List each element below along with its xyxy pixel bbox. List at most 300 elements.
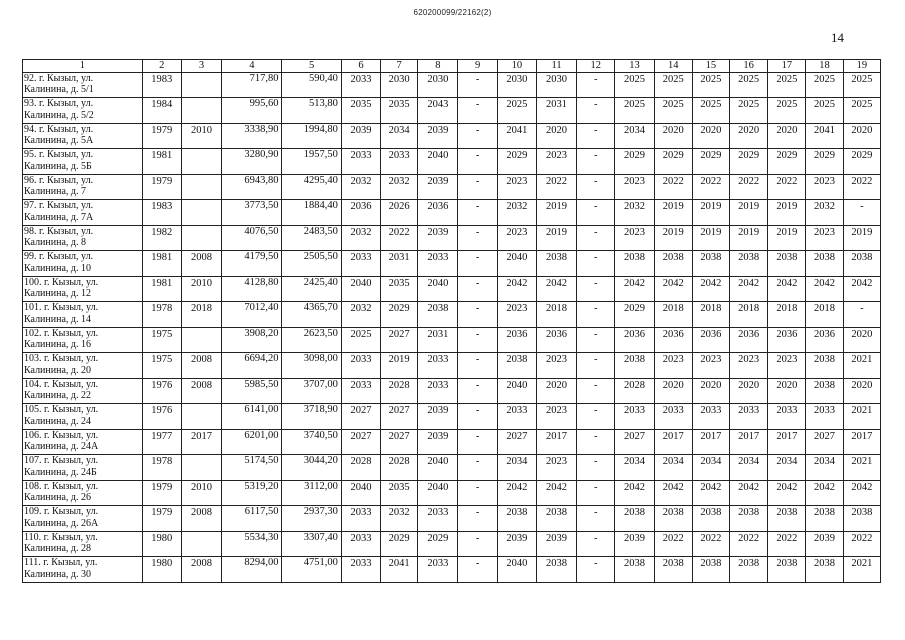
table-cell: 2022	[730, 174, 768, 200]
table-cell: 2020	[843, 123, 880, 149]
table-cell: 2038	[768, 557, 806, 583]
table-cell: 2036	[497, 327, 536, 353]
total-area-cell: 5319,20	[222, 480, 282, 506]
table-cell: 2032	[341, 302, 380, 328]
table-cell: 2019	[730, 225, 768, 251]
table-cell: 2040	[341, 480, 380, 506]
table-cell: 2029	[806, 149, 843, 175]
table-cell: -	[577, 480, 615, 506]
table-cell: -	[458, 455, 497, 481]
table-cell: 2018	[654, 302, 692, 328]
table-cell: 2029	[768, 149, 806, 175]
table-cell: 2023	[806, 225, 843, 251]
table-cell: 2042	[768, 480, 806, 506]
table-cell: -	[458, 404, 497, 430]
table-cell: 2029	[497, 149, 536, 175]
table-cell: 2032	[341, 174, 380, 200]
table-cell: 2033	[341, 506, 380, 532]
build-year-cell: 1978	[142, 455, 181, 481]
table-row	[23, 302, 881, 328]
column-header-16: 16	[730, 60, 768, 73]
table-cell: 2027	[381, 327, 418, 353]
table-cell: 2032	[615, 200, 654, 226]
address-cell: 93. г. Кызыл, ул. Калинина, д. 5/2	[23, 98, 143, 124]
table-cell: 2038	[615, 353, 654, 379]
table-cell: -	[458, 353, 497, 379]
build-year-cell: 1976	[142, 404, 181, 430]
table-cell: 2018	[768, 302, 806, 328]
column-header-8: 8	[418, 60, 458, 73]
table-cell: -	[458, 174, 497, 200]
table-cell: -	[458, 98, 497, 124]
table-cell: 2036	[730, 327, 768, 353]
table-cell: -	[458, 506, 497, 532]
living-area-cell: 4365,70	[282, 302, 341, 328]
address-cell: 97. г. Кызыл, ул. Калинина, д. 7А	[23, 200, 143, 226]
table-cell: 2036	[654, 327, 692, 353]
table-cell: 2038	[806, 353, 843, 379]
table-cell: 2036	[536, 327, 576, 353]
table-cell: 2038	[615, 251, 654, 277]
table-cell: 2022	[768, 531, 806, 557]
document-id: 620200099/22162(2)	[413, 8, 492, 17]
address-cell: 111. г. Кызыл, ул. Калинина, д. 30	[23, 557, 143, 583]
table-cell: 2029	[843, 149, 880, 175]
table-cell: 2042	[654, 480, 692, 506]
table-cell: 2029	[615, 149, 654, 175]
table-cell: 2025	[843, 72, 880, 98]
table-cell: 2021	[843, 557, 880, 583]
total-area-cell: 6117,50	[222, 506, 282, 532]
table-cell: 2020	[843, 327, 880, 353]
table-cell: 2020	[768, 123, 806, 149]
table-cell: -	[458, 123, 497, 149]
table-cell: 2038	[536, 506, 576, 532]
table-cell: 2040	[418, 149, 458, 175]
table-cell: 2038	[768, 251, 806, 277]
table-cell: 2032	[497, 200, 536, 226]
table-cell: 2023	[654, 353, 692, 379]
address-cell: 108. г. Кызыл, ул. Калинина, д. 26	[23, 480, 143, 506]
table-cell: 2038	[806, 557, 843, 583]
table-cell: 2040	[418, 276, 458, 302]
column-header-4: 4	[222, 60, 282, 73]
table-cell: 2039	[418, 123, 458, 149]
table-cell: 2029	[730, 149, 768, 175]
table-row	[23, 353, 881, 379]
build-year-cell: 1975	[142, 327, 181, 353]
table-cell: 2033	[730, 404, 768, 430]
table-cell: 2033	[654, 404, 692, 430]
table-cell: 2025	[692, 72, 729, 98]
table-cell: 2027	[497, 429, 536, 455]
build-year-cell: 1978	[142, 302, 181, 328]
table-cell: 2033	[381, 149, 418, 175]
table-cell: 2038	[536, 251, 576, 277]
table-row	[23, 98, 881, 124]
table-row	[23, 123, 881, 149]
table-cell: 2025	[692, 98, 729, 124]
column-header-3: 3	[181, 60, 221, 73]
total-area-cell: 3280,90	[222, 149, 282, 175]
table-cell: 2039	[341, 123, 380, 149]
table-cell: 2038	[418, 302, 458, 328]
column-header-18: 18	[806, 60, 843, 73]
table-cell: 2036	[692, 327, 729, 353]
table-cell: 2025	[768, 98, 806, 124]
table-row	[23, 327, 881, 353]
table-cell: 2025	[730, 98, 768, 124]
living-area-cell: 2937,30	[282, 506, 341, 532]
table-cell: 2023	[806, 174, 843, 200]
table-cell: 2020	[730, 123, 768, 149]
renovation-year-cell: 2008	[181, 251, 221, 277]
table-cell: 2031	[418, 327, 458, 353]
renovation-year-cell	[181, 174, 221, 200]
table-cell: 2023	[615, 225, 654, 251]
living-area-cell: 1884,40	[282, 200, 341, 226]
table-cell: 2027	[341, 429, 380, 455]
table-cell: 2042	[768, 276, 806, 302]
renovation-year-cell	[181, 327, 221, 353]
table-row	[23, 276, 881, 302]
renovation-year-cell: 2008	[181, 506, 221, 532]
table-cell: 2027	[615, 429, 654, 455]
table-row	[23, 531, 881, 557]
table-cell: 2027	[381, 404, 418, 430]
table-cell: -	[458, 557, 497, 583]
table-row	[23, 506, 881, 532]
table-cell: -	[458, 302, 497, 328]
table-cell: 2039	[418, 429, 458, 455]
total-area-cell: 7012,40	[222, 302, 282, 328]
table-cell: 2019	[730, 200, 768, 226]
table-cell: 2025	[341, 327, 380, 353]
table-row	[23, 200, 881, 226]
table-cell: -	[458, 480, 497, 506]
table-cell: 2029	[381, 531, 418, 557]
table-cell: -	[577, 327, 615, 353]
table-cell: -	[843, 200, 880, 226]
column-header-14: 14	[654, 60, 692, 73]
table-cell: 2019	[768, 200, 806, 226]
table-cell: -	[577, 378, 615, 404]
total-area-cell: 717,80	[222, 72, 282, 98]
column-header-17: 17	[768, 60, 806, 73]
renovation-year-cell	[181, 404, 221, 430]
build-year-cell: 1981	[142, 276, 181, 302]
address-cell: 110. г. Кызыл, ул. Калинина, д. 28	[23, 531, 143, 557]
table-cell: 2033	[497, 404, 536, 430]
table-cell: 2042	[806, 276, 843, 302]
table-cell: -	[458, 276, 497, 302]
table-cell: 2034	[692, 455, 729, 481]
table-cell: 2031	[381, 251, 418, 277]
table-cell: 2035	[381, 276, 418, 302]
build-year-cell: 1979	[142, 174, 181, 200]
build-year-cell: 1977	[142, 429, 181, 455]
table-cell: -	[577, 276, 615, 302]
table-cell: 2022	[768, 174, 806, 200]
table-cell: -	[458, 72, 497, 98]
table-cell: 2033	[341, 557, 380, 583]
table-cell: 2019	[536, 200, 576, 226]
address-cell: 109. г. Кызыл, ул. Калинина, д. 26А	[23, 506, 143, 532]
total-area-cell: 3338,90	[222, 123, 282, 149]
table-cell: 2019	[381, 353, 418, 379]
address-cell: 94. г. Кызыл, ул. Калинина, д. 5А	[23, 123, 143, 149]
address-cell: 96. г. Кызыл, ул. Калинина, д. 7	[23, 174, 143, 200]
table-cell: -	[577, 557, 615, 583]
table-cell: 2040	[341, 276, 380, 302]
table-row	[23, 149, 881, 175]
table-cell: 2042	[692, 276, 729, 302]
address-cell: 103. г. Кызыл, ул. Калинина, д. 20	[23, 353, 143, 379]
table-cell: 2042	[654, 276, 692, 302]
table-cell: 2035	[341, 98, 380, 124]
table-cell: 2039	[418, 225, 458, 251]
column-header-19: 19	[843, 60, 880, 73]
total-area-cell: 6694,20	[222, 353, 282, 379]
table-cell: -	[458, 378, 497, 404]
table-cell: 2023	[615, 174, 654, 200]
table-cell: 2019	[692, 200, 729, 226]
table-cell: 2033	[418, 557, 458, 583]
living-area-cell: 513,80	[282, 98, 341, 124]
table-row	[23, 429, 881, 455]
table-cell: 2027	[341, 404, 380, 430]
table-cell: 2034	[654, 455, 692, 481]
table-cell: 2033	[341, 251, 380, 277]
table-cell: 2028	[381, 378, 418, 404]
table-cell: 2038	[843, 506, 880, 532]
address-cell: 101. г. Кызыл, ул. Калинина, д. 14	[23, 302, 143, 328]
build-year-cell: 1975	[142, 353, 181, 379]
table-cell: 2022	[654, 174, 692, 200]
table-cell: 2038	[497, 506, 536, 532]
table-cell: 2020	[692, 123, 729, 149]
build-year-cell: 1979	[142, 480, 181, 506]
build-year-cell: 1981	[142, 251, 181, 277]
table-cell: -	[577, 225, 615, 251]
table-cell: 2035	[381, 98, 418, 124]
table-cell: -	[458, 200, 497, 226]
table-cell: 2020	[692, 378, 729, 404]
build-year-cell: 1982	[142, 225, 181, 251]
total-area-cell: 6141,00	[222, 404, 282, 430]
table-cell: 2033	[768, 404, 806, 430]
table-cell: -	[458, 225, 497, 251]
table-cell: 2036	[768, 327, 806, 353]
table-cell: 2038	[806, 506, 843, 532]
column-header-2: 2	[142, 60, 181, 73]
table-cell: 2017	[768, 429, 806, 455]
table-cell: 2033	[806, 404, 843, 430]
table-cell: 2025	[615, 98, 654, 124]
living-area-cell: 3740,50	[282, 429, 341, 455]
table-cell: 2023	[536, 149, 576, 175]
table-cell: 2020	[730, 378, 768, 404]
build-year-cell: 1980	[142, 557, 181, 583]
table-cell: 2021	[843, 353, 880, 379]
table-cell: 2038	[806, 378, 843, 404]
total-area-cell: 5985,50	[222, 378, 282, 404]
table-cell: 2033	[341, 149, 380, 175]
table-cell: 2022	[381, 225, 418, 251]
address-cell: 95. г. Кызыл, ул. Калинина, д. 5Б	[23, 149, 143, 175]
column-header-15: 15	[692, 60, 729, 73]
page-number: 14	[831, 30, 844, 45]
table-row	[23, 480, 881, 506]
address-cell: 106. г. Кызыл, ул. Калинина, д. 24А	[23, 429, 143, 455]
living-area-cell: 3718,90	[282, 404, 341, 430]
table-cell: 2039	[536, 531, 576, 557]
total-area-cell: 3773,50	[222, 200, 282, 226]
address-cell: 99. г. Кызыл, ул. Калинина, д. 10	[23, 251, 143, 277]
build-year-cell: 1976	[142, 378, 181, 404]
table-cell: 2033	[692, 404, 729, 430]
renovation-year-cell: 2017	[181, 429, 221, 455]
table-cell: 2020	[654, 378, 692, 404]
table-cell: -	[577, 98, 615, 124]
table-cell: -	[458, 149, 497, 175]
living-area-cell: 2623,50	[282, 327, 341, 353]
table-cell: -	[577, 531, 615, 557]
table-cell: 2038	[692, 506, 729, 532]
table-cell: 2038	[730, 557, 768, 583]
table-cell: -	[577, 429, 615, 455]
address-cell: 98. г. Кызыл, ул. Калинина, д. 8	[23, 225, 143, 251]
table-cell: -	[577, 72, 615, 98]
table-cell: 2038	[654, 557, 692, 583]
table-cell: 2036	[806, 327, 843, 353]
living-area-cell: 1994,80	[282, 123, 341, 149]
table-cell: 2027	[806, 429, 843, 455]
table-cell: 2022	[692, 174, 729, 200]
table-cell: -	[577, 251, 615, 277]
table-cell: 2023	[692, 353, 729, 379]
table-cell: 2019	[654, 200, 692, 226]
table-cell: 2040	[497, 378, 536, 404]
table-cell: 2022	[843, 531, 880, 557]
table-cell: 2022	[536, 174, 576, 200]
column-header-5: 5	[282, 60, 341, 73]
table-cell: 2028	[615, 378, 654, 404]
table-cell: 2043	[418, 98, 458, 124]
table-cell: 2017	[692, 429, 729, 455]
renovation-year-cell	[181, 225, 221, 251]
renovation-year-cell: 2010	[181, 276, 221, 302]
table-cell: 2032	[806, 200, 843, 226]
table-cell: 2042	[497, 480, 536, 506]
table-cell: 2021	[843, 455, 880, 481]
table-row	[23, 225, 881, 251]
renovation-year-cell	[181, 72, 221, 98]
table-cell: 2019	[768, 225, 806, 251]
table-row	[23, 404, 881, 430]
table-cell: 2025	[654, 98, 692, 124]
table-cell: 2020	[843, 378, 880, 404]
table-cell: 2036	[418, 200, 458, 226]
table-row	[23, 251, 881, 277]
table-row	[23, 378, 881, 404]
table-cell: 2042	[692, 480, 729, 506]
table-cell: 2034	[730, 455, 768, 481]
table-cell: -	[577, 404, 615, 430]
table-cell: 2042	[730, 276, 768, 302]
column-header-12: 12	[577, 60, 615, 73]
living-area-cell: 3044,20	[282, 455, 341, 481]
table-row	[23, 72, 881, 98]
table-cell: 2023	[497, 225, 536, 251]
table-cell: 2023	[536, 404, 576, 430]
renovation-year-cell	[181, 531, 221, 557]
table-header-row	[23, 60, 881, 73]
build-year-cell: 1984	[142, 98, 181, 124]
table-cell: 2042	[843, 480, 880, 506]
table-cell: 2025	[497, 98, 536, 124]
table-cell: 2034	[381, 123, 418, 149]
table-cell: 2033	[341, 531, 380, 557]
table-cell: 2035	[381, 480, 418, 506]
table-cell: 2023	[497, 302, 536, 328]
column-header-13: 13	[615, 60, 654, 73]
address-cell: 92. г. Кызыл, ул. Калинина, д. 5/1	[23, 72, 143, 98]
table-cell: 2018	[806, 302, 843, 328]
table-cell: 2041	[806, 123, 843, 149]
table-cell: 2038	[768, 506, 806, 532]
table-cell: 2025	[654, 72, 692, 98]
table-cell: 2017	[654, 429, 692, 455]
total-area-cell: 4128,80	[222, 276, 282, 302]
table-cell: 2042	[615, 276, 654, 302]
table-cell: 2042	[536, 480, 576, 506]
column-header-10: 10	[497, 60, 536, 73]
table-cell: 2038	[730, 506, 768, 532]
renovation-year-cell: 2008	[181, 353, 221, 379]
table-cell: 2023	[730, 353, 768, 379]
table-cell: 2030	[536, 72, 576, 98]
table-cell: 2033	[615, 404, 654, 430]
build-year-cell: 1983	[142, 200, 181, 226]
build-year-cell: 1980	[142, 531, 181, 557]
table-cell: 2039	[497, 531, 536, 557]
living-area-cell: 3098,00	[282, 353, 341, 379]
table-cell: 2038	[843, 251, 880, 277]
table-cell: 2029	[615, 302, 654, 328]
table-cell: 2025	[768, 72, 806, 98]
table-cell: 2033	[418, 251, 458, 277]
table-cell: 2022	[692, 531, 729, 557]
table-cell: 2018	[692, 302, 729, 328]
table-cell: 2030	[381, 72, 418, 98]
table-cell: -	[577, 174, 615, 200]
column-header-1: 1	[23, 60, 143, 73]
renovation-year-cell	[181, 455, 221, 481]
address-cell: 102. г. Кызыл, ул. Калинина, д. 16	[23, 327, 143, 353]
table-cell: -	[458, 429, 497, 455]
table-cell: 2040	[497, 557, 536, 583]
table-cell: 2032	[381, 174, 418, 200]
table-cell: -	[577, 353, 615, 379]
table-cell: 2025	[806, 72, 843, 98]
total-area-cell: 995,60	[222, 98, 282, 124]
table-cell: -	[577, 149, 615, 175]
table-cell: 2034	[497, 455, 536, 481]
table-cell: 2034	[615, 455, 654, 481]
table-cell: 2033	[341, 378, 380, 404]
table-cell: 2034	[615, 123, 654, 149]
